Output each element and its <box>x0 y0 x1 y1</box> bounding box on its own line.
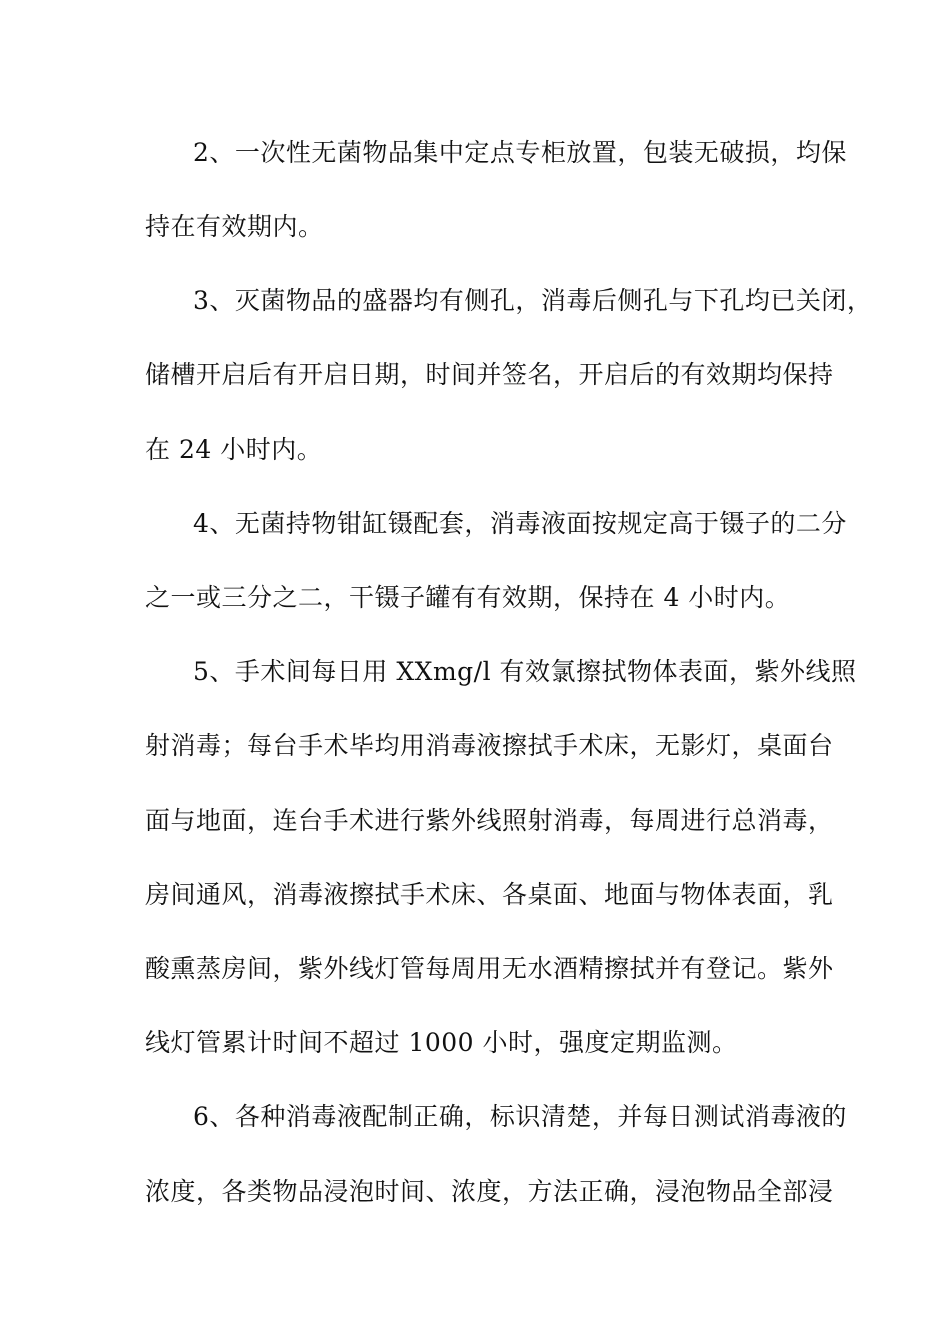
paragraph-6-line-1: 6、各种消毒液配制正确，标识清楚，并每日测试消毒液的 <box>193 1102 847 1131</box>
paragraph-5-line-1: 5、手术间每日用 XXmg/l 有效氯擦拭物体表面，紫外线照 <box>193 657 857 686</box>
paragraph-5-line-5: 酸熏蒸房间，紫外线灯管每周用无水酒精擦拭并有登记。紫外 <box>145 954 834 983</box>
paragraph-5-line-4: 房间通风，消毒液擦拭手术床、各桌面、地面与物体表面，乳 <box>145 880 834 909</box>
paragraph-6-line-2: 浓度，各类物品浸泡时间、浓度，方法正确，浸泡物品全部浸 <box>145 1177 834 1206</box>
paragraph-4-line-2: 之一或三分之二，干镊子罐有有效期，保持在 4 小时内。 <box>145 583 791 612</box>
paragraph-5-line-3: 面与地面，连台手术进行紫外线照射消毒，每周进行总消毒， <box>145 806 834 835</box>
paragraph-3-line-3: 在 24 小时内。 <box>145 435 323 464</box>
paragraph-3-line-2: 储槽开启后有开启日期，时间并签名，开启后的有效期均保持 <box>145 360 834 389</box>
paragraph-5-line-2: 射消毒；每台手术毕均用消毒液擦拭手术床，无影灯，桌面台 <box>145 731 834 760</box>
paragraph-5-line-6: 线灯管累计时间不超过 1000 小时，强度定期监测。 <box>145 1028 738 1057</box>
paragraph-2-line-2: 持在有效期内。 <box>145 212 324 241</box>
paragraph-3-line-1: 3、灭菌物品的盛器均有侧孔，消毒后侧孔与下孔均已关闭， <box>193 286 873 315</box>
paragraph-4-line-1: 4、无菌持物钳缸镊配套，消毒液面按规定高于镊子的二分 <box>193 509 847 538</box>
paragraph-2-line-1: 2、一次性无菌物品集中定点专柜放置，包装无破损，均保 <box>193 138 847 167</box>
